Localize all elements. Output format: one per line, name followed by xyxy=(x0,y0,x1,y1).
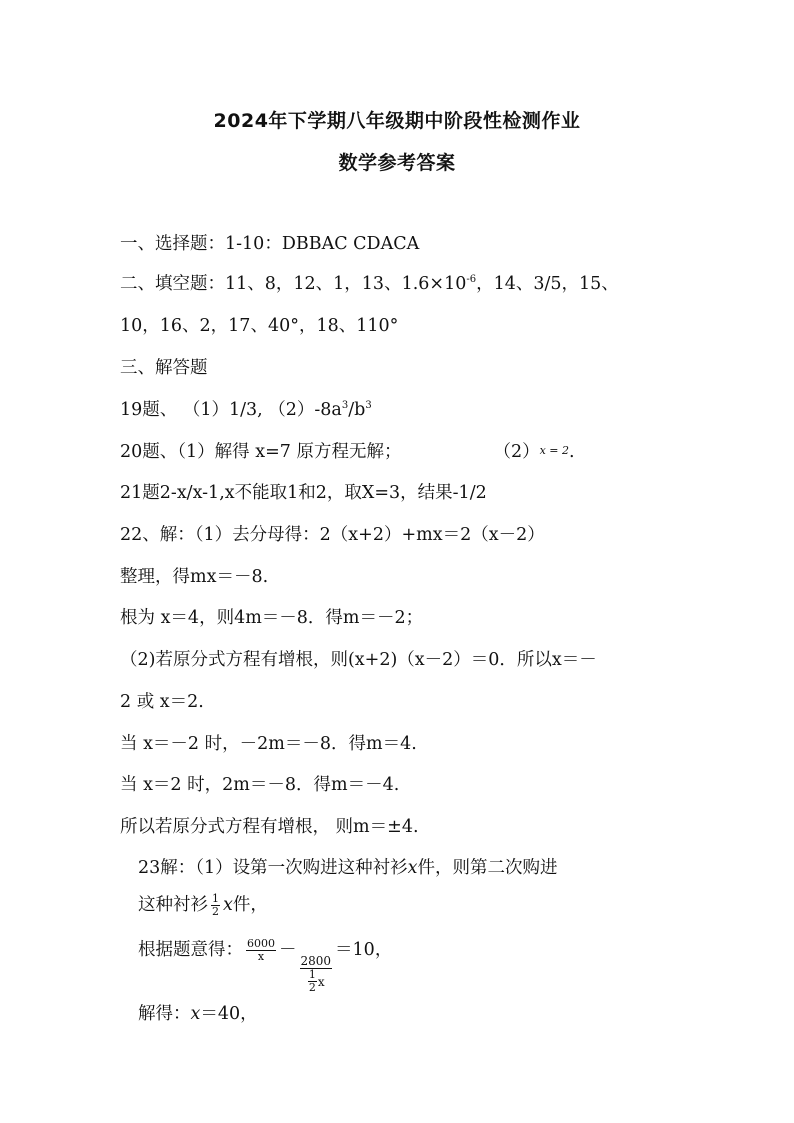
q22-line-8: 所以若原分式方程有增根， 则m＝±4. xyxy=(120,817,419,837)
q22-line-5: 2 或 x＝2. xyxy=(120,692,204,712)
q19-sup2: 3 xyxy=(365,400,372,411)
q20-end: . xyxy=(569,442,575,462)
q23-f1-den: x xyxy=(257,950,265,963)
q23-f2-den-var: x xyxy=(317,974,325,989)
document-title: 2024年下学期八年级期中阶段性检测作业 xyxy=(213,110,581,132)
document-subtitle: 数学参考答案 xyxy=(338,152,456,174)
q23-half-den: 2 xyxy=(212,905,219,918)
q23-l1-text: 23解：（1）设第一次购进这种衬衫 xyxy=(138,858,408,878)
q23-line-4 xyxy=(138,1002,258,1026)
fill-blank-post: ，14、3/5，15、 xyxy=(476,274,619,294)
q23-minus: － xyxy=(279,940,297,960)
q23-f2-den xyxy=(306,969,326,994)
q20-part2: （2） xyxy=(493,442,540,462)
q23-half-num: 1 xyxy=(212,892,219,905)
q23-line-2 xyxy=(138,893,268,918)
q23-f1-num: 6000 xyxy=(247,937,275,950)
q23-l1-var: x xyxy=(407,858,418,878)
q23-l2-end: 件， xyxy=(232,895,268,915)
q23-half-fraction xyxy=(211,893,220,918)
q23-line-3 xyxy=(138,938,392,994)
q22-line-4: （2)若原分式方程有增根，则(x+2)（x－2）＝0．所以x＝－ xyxy=(120,650,597,670)
q23-f2-inner-num: 1 xyxy=(308,968,316,981)
q23-l4-end: ＝40， xyxy=(200,1004,258,1024)
q23-l4-var: x xyxy=(190,1004,201,1024)
q23-l3-pre: 根据题意得： xyxy=(138,940,243,960)
q23-f2-num: 2800 xyxy=(300,954,332,968)
q19-part-a: 19题、 （1）1/3, （2）-8a xyxy=(120,400,342,420)
fill-blank-answers-line1 xyxy=(120,272,619,296)
q19-answer xyxy=(120,398,372,422)
q19-sup1: 3 xyxy=(341,400,349,411)
q20-text: 20题、（1）解得 x=7 原方程无解； xyxy=(120,442,402,462)
q23-l3-end: ＝10， xyxy=(335,940,393,960)
q23-line-1 xyxy=(138,856,558,880)
q23-l4-pre: 解得： xyxy=(138,1004,191,1024)
q22-line-1: 22、解：（1）去分母得：2（x+2）+mx＝2（x－2） xyxy=(120,525,545,545)
q22-line-2: 整理，得mx＝－8. xyxy=(120,567,269,587)
q23-l2-var: x xyxy=(223,895,233,915)
solutions-heading: 三、解答题 xyxy=(120,358,208,378)
fill-blank-pre: 二、填空题：11、8，12、1，13、1.6×10 xyxy=(120,274,467,294)
q21-answer: 21题2-x/x-1,x不能取1和2，取X=3，结果-1/2 xyxy=(120,483,487,503)
q20-answer xyxy=(120,439,575,464)
q22-line-6: 当 x＝－2 时，－2m＝－8．得m＝4. xyxy=(120,734,417,754)
q22-line-7: 当 x＝2 时，2m＝－8．得m＝－4. xyxy=(120,775,400,795)
q23-f2-inner-den: 2 xyxy=(308,981,316,994)
multiple-choice-answers: 一、选择题：1-10：DBBAC CDACA xyxy=(120,234,420,254)
fill-blank-exponent: -6 xyxy=(466,274,477,285)
q23-fraction-6000 xyxy=(246,938,276,963)
q19-part-b: /b xyxy=(348,400,366,420)
q20-answer-value: x = 2 xyxy=(539,444,570,457)
fill-blank-answers-line2: 10，16、2，17、40°，18、110° xyxy=(120,316,399,336)
q23-l2-pre: 这种衬衫 xyxy=(138,895,208,915)
q23-f2-inner-fraction xyxy=(308,969,317,994)
q23-l1-end: 件，则第二次购进 xyxy=(417,858,558,878)
q22-line-3: 根为 x＝4，则4m＝－8．得m＝－2； xyxy=(120,608,424,628)
q23-fraction-2800 xyxy=(300,954,333,994)
